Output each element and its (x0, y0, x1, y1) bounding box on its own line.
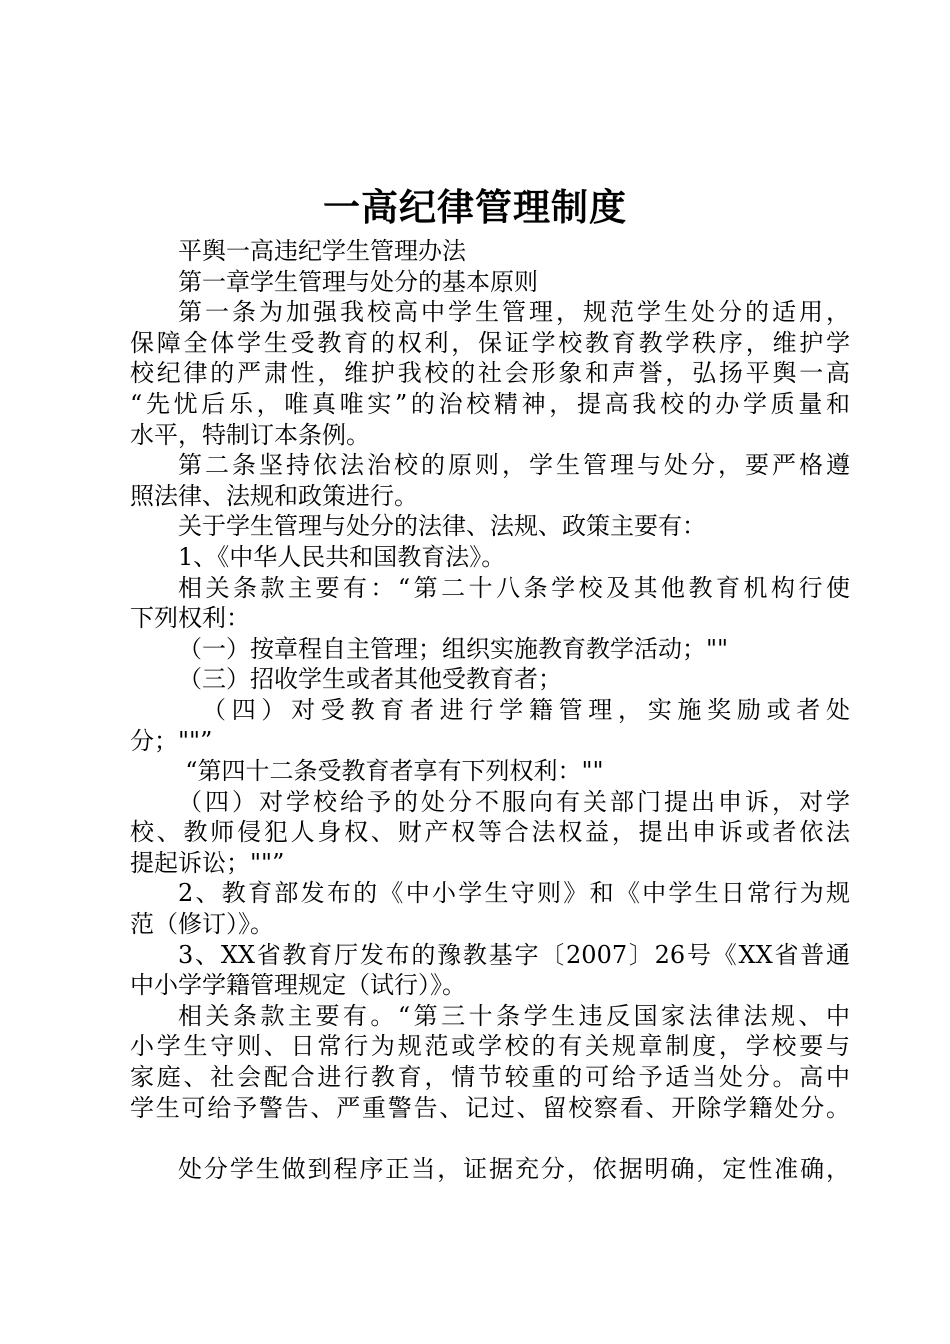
text-line: 第一条为加强我校高中学生管理，规范学生处分的适用， (178, 298, 850, 327)
text-line: 处分学生做到程序正当，证据充分，依据明确，定性准确， (178, 1154, 850, 1183)
document-body (130, 236, 850, 1184)
text-line: 关于学生管理与处分的法律、法规、政策主要有： (178, 512, 706, 541)
text-line: 第一章学生管理与处分的基本原则 (178, 267, 538, 296)
text-line: 范（修订）》。 (130, 910, 274, 939)
text-line: 保障全体学生受教育的权利，保证学校教育教学秩序，维护学 (130, 328, 850, 357)
text-line: 中小学学籍管理规定（试行）》。 (130, 971, 466, 1000)
text-line: 校纪律的严肃性，维护我校的社会形象和声誉，弘扬平舆一高 (130, 359, 850, 388)
text-line: 3、XX省教育厅发布的豫教基字〔2007〕26号《XX省普通 (178, 940, 850, 969)
text-line: 2、教育部发布的《中小学生守则》和《中学生日常行为规 (178, 879, 850, 908)
text-line: （四）对学校给予的处分不服向有关部门提出申诉，对学 (178, 787, 850, 816)
text-line: 照法律、法规和政策进行。 (130, 481, 418, 510)
document-title: 一高纪律管理制度 (323, 185, 627, 229)
blank-line (130, 1123, 850, 1154)
text-line: 小学生守则、日常行为规范或学校的有关规章制度，学校要与 (130, 1032, 850, 1061)
text-line: 校、教师侵犯人身权、财产权等合法权益，提出申诉或者依法 (130, 818, 850, 847)
text-line: 水平，特制订本条例。 (130, 420, 370, 449)
text-line: “先忧后乐，唯真唯实”的治校精神，提高我校的办学质量和 (130, 389, 850, 418)
text-line: 分；""” (130, 726, 213, 755)
text-line: 1、《中华人民共和国教育法》。 (178, 542, 506, 571)
text-line: 家庭、社会配合进行教育，情节较重的可给予适当处分。高中 (130, 1063, 850, 1092)
text-line: 下列权利： (130, 604, 250, 633)
text-line: 相关条款主要有：“第二十八条学校及其他教育机构行使 (178, 573, 850, 602)
text-line: 学生可给予警告、严重警告、记过、留校察看、开除学籍处分。 (130, 1093, 850, 1122)
text-line: （四）对受教育者进行学籍管理，实施奖励或者处 (202, 695, 850, 724)
text-line: （一）按章程自主管理；组织实施教育教学活动；"" (178, 634, 729, 663)
text-line: “第四十二条受教育者享有下列权利："" (185, 757, 604, 786)
text-line: （三）招收学生或者其他受教育者； (178, 665, 562, 694)
text-line: 提起诉讼；""” (130, 848, 285, 877)
text-line: 相关条款主要有。“第三十条学生违反国家法律法规、中 (178, 1001, 850, 1030)
text-line: 平舆一高违纪学生管理办法 (178, 237, 466, 265)
text-line: 第二条坚持依法治校的原则，学生管理与处分，要严格遵 (178, 451, 850, 480)
